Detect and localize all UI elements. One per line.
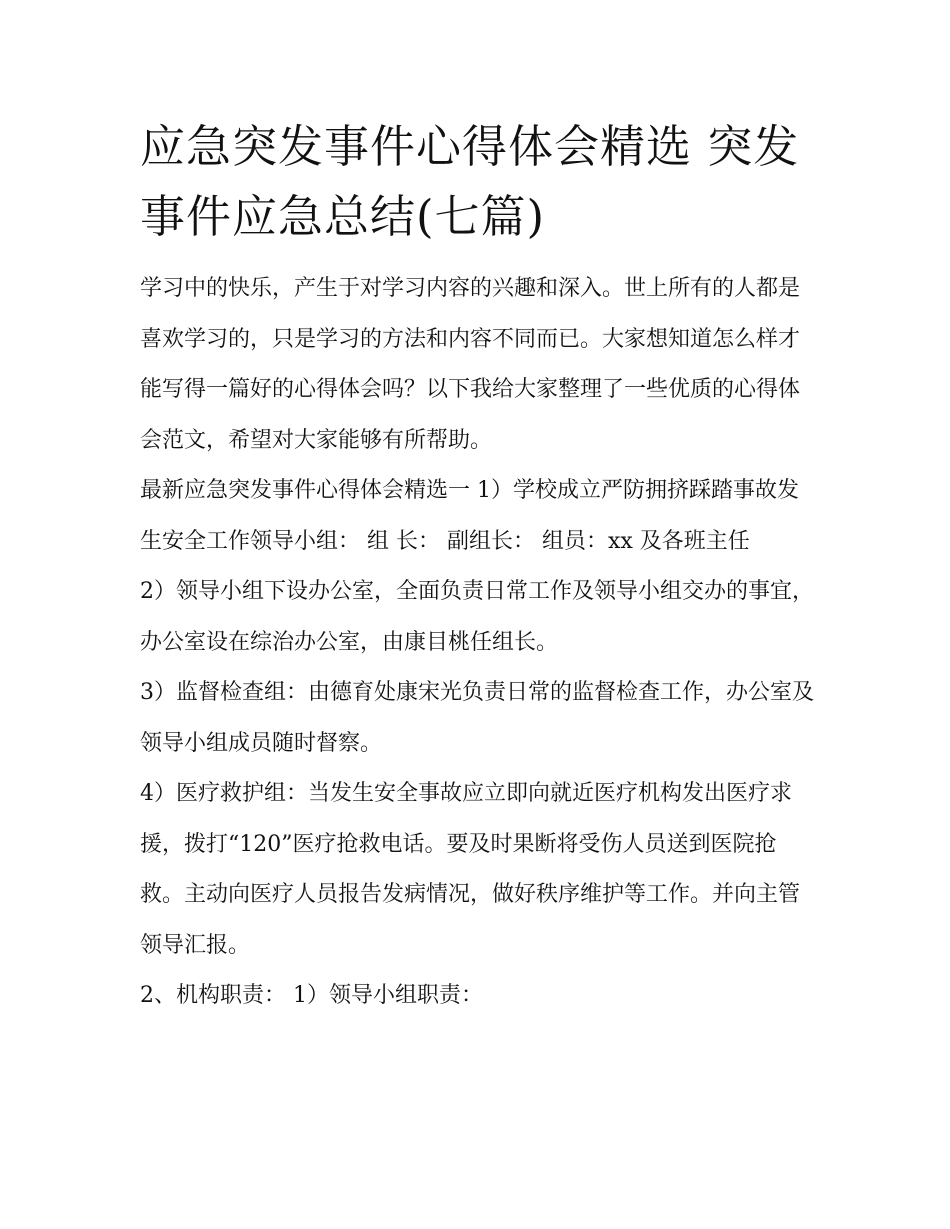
document-body — [140, 112, 815, 1022]
document-title: 应急突发事件心得体会精选 突发事件应急总结(七篇) — [140, 120, 800, 243]
paragraph-medical-group: 4）医疗救护组：当发生安全事故应立即向就近医疗机构发出医疗求援，拨打“120”医疗抢救电话。要及时果断将受伤人员送到医院抢救。主动向医疗人员报告发病情况，做好秩序维护等工作。并向主管领导汇报。 — [140, 781, 801, 958]
paragraph-duties: 2、机构职责： 1）领导小组职责： — [140, 983, 483, 1008]
paragraph-inspection-group: 3）监督检查组：由德育处康宋光负责日常的监督检查工作，办公室及领导小组成员随时督察。 — [140, 680, 814, 756]
paragraph-intro: 学习中的快乐，产生于对学习内容的兴趣和深入。世上所有的人都是喜欢学习的，只是学习的方法和内容不同而已。大家想知道怎么样才能写得一篇好的心得体会吗？以下我给大家整理了一些优质的心得体会范文，希望对大家能够有所帮助。 — [140, 276, 801, 453]
paragraph-section-one: 最新应急突发事件心得体会精选一 1）学校成立严防拥挤踩踏事故发生安全工作领导小组： 组 长： 副组长： 组员：xx 及各班主任 — [140, 478, 799, 554]
paragraph-office: 2）领导小组下设办公室，全面负责日常工作及领导小组交办的事宜，办公室设在综治办公室，由康目桃任组长。 — [140, 579, 814, 655]
